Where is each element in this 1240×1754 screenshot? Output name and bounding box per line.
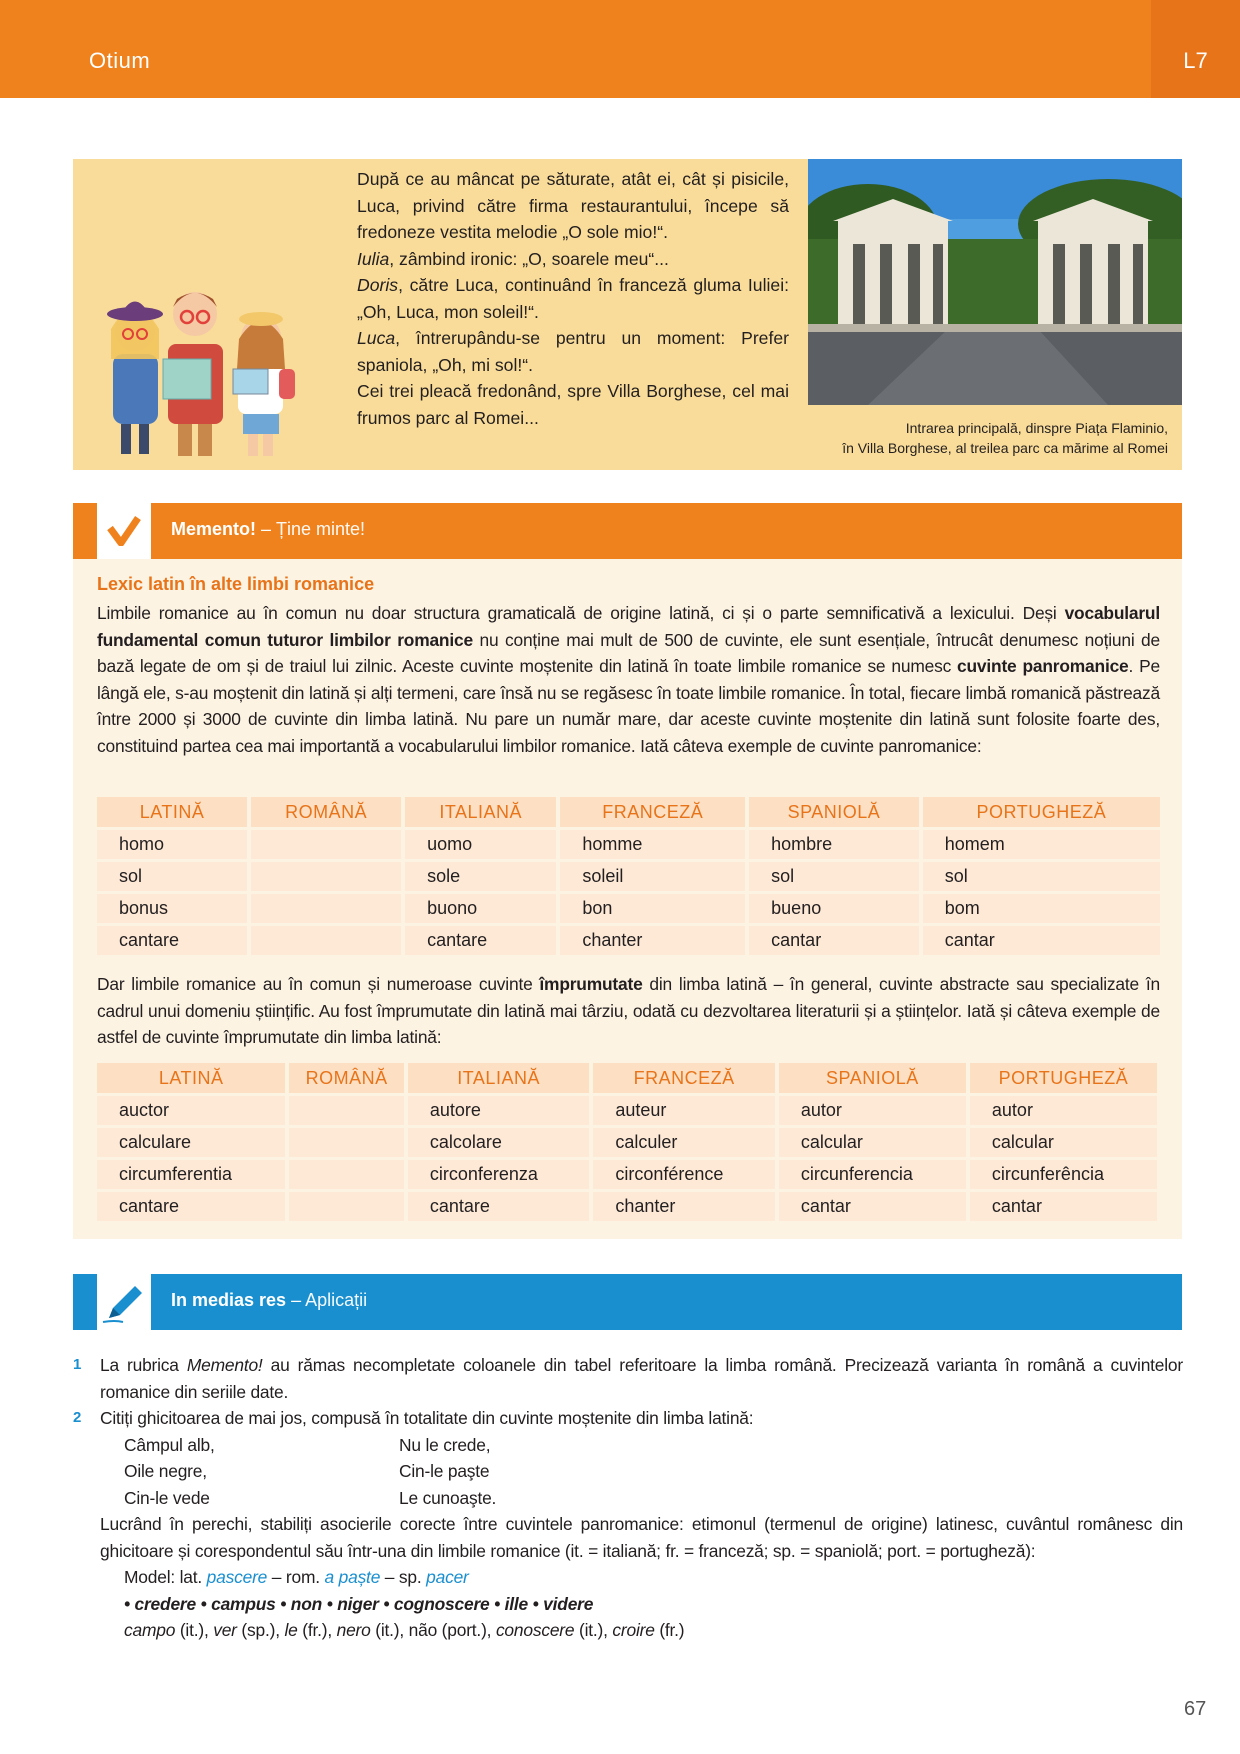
exercise-number: 1 (73, 1356, 82, 1373)
latin-words-list: • credere • campus • non • niger • cognoscere • ille • videre (124, 1593, 594, 1614)
table-cell: sol (923, 862, 1160, 891)
table-header-row (97, 797, 1160, 827)
bold-text: cuvinte panromanice (957, 656, 1129, 676)
text: nu conține mai mult de 500 de cuvinte, ele sunt esențiale, întrucât denumesc noțiuni de bază legate de om și de traiul lui zilnic. Aceste cuvinte moștenite din latină în toate limbile romanice se numesc (97, 629, 1160, 676)
exercise-intro: Citiți ghicitoarea de mai jos, compusă în totalitate din cuvinte moștenite din limba latină: (100, 1408, 754, 1428)
title-light: Aplicații (305, 1290, 368, 1310)
title-bold: Memento! (171, 519, 256, 539)
table-row (97, 1096, 1157, 1125)
text: Dar limbile romanice au în comun și numeroase cuvinte (97, 974, 540, 994)
speaker-name: Luca (357, 328, 396, 348)
table-cell (251, 894, 401, 923)
model-spanish: pacer (426, 1567, 469, 1587)
table-row (97, 894, 1160, 923)
story-closing: Cei trei pleacă fredonând, spre Villa Borghese, cel mai frumos parc al Romei... (357, 381, 789, 428)
text: Model: lat. (124, 1567, 207, 1587)
table-header-row (97, 1063, 1157, 1093)
table-cell (251, 830, 401, 859)
table-row (97, 1128, 1157, 1157)
bold-text: împrumutate (539, 974, 643, 994)
model-latin: pascere (206, 1567, 268, 1587)
riddle-line: Cin-le vede (124, 1487, 210, 1508)
language-abbrev: (fr.), (297, 1620, 337, 1640)
table-cell (289, 1096, 403, 1125)
dialogue-text: , către Luca, continuând în franceză gluma Iuliei: „Oh, Luca, mon soleil!“. (357, 275, 789, 322)
romance-word: nero (336, 1620, 371, 1640)
table-cell: cantare (97, 1192, 285, 1221)
title-dash: – (256, 519, 277, 539)
table-cell: circunferencia (779, 1160, 966, 1189)
photo-caption (800, 418, 1168, 458)
table-cell: homem (923, 830, 1160, 859)
table-cell: sol (749, 862, 919, 891)
table-cell (289, 1128, 403, 1157)
riddle-column-left (124, 1432, 399, 1512)
applications-section-header (73, 1274, 1182, 1330)
text: Limbile romanice au în comun nu doar structura gramaticală de origine latină, ci și o parte semnificativă a lexicului. Deși (97, 603, 1065, 623)
table-row (97, 926, 1160, 955)
table-cell: chanter (560, 926, 745, 955)
memento-paragraph-2 (97, 971, 1160, 1051)
text: au rămas necompletate coloanele din tabel referitoare la limba română. Precizează varianta în română a cuvintelor romanice din seriile date. (100, 1355, 1183, 1402)
column-header: LATINĂ (97, 1063, 285, 1093)
panromanic-words-table (93, 794, 1164, 958)
story-paragraph: După ce au mâncat pe săturate, atât ei, cât și pisicile, Luca, privind către firma restaurantului, începe să fredoneze vestita melodie „O sole mio!“. (357, 169, 789, 242)
villa-borghese-photo (808, 159, 1182, 405)
table-cell: circonferenza (408, 1160, 589, 1189)
exercise-task: Lucrând în perechi, stabiliți asocierile corecte între cuvintele panromanice: etimonul (termenul de origine) latinesc, cuvântul românesc din ghicitoare și corespondentul său într-una din limbile romanice (it. = italiană; fr. = franceză; sp. = spaniolă; port. = portugheză): (100, 1514, 1183, 1561)
pencil-icon (97, 1274, 151, 1330)
table-cell: autor (779, 1096, 966, 1125)
text: din limba latină – în general, cuvinte abstracte sau specializate în cadrul unui domeniu științific. Au fost împrumutate din latină mai târziu, odată cu dezvoltarea literaturii și a științelor. Iată și câteva exemple de astfel de cuvinte împrumutate din limba latină: (97, 974, 1160, 1047)
speaker-name: Iulia (357, 248, 390, 269)
section-title (171, 519, 365, 540)
table-cell (251, 926, 401, 955)
table-cell: cantare (97, 926, 247, 955)
text: La rubrica (100, 1355, 187, 1375)
table-cell: uomo (405, 830, 556, 859)
page-number: 67 (1184, 1698, 1207, 1720)
table-cell: bueno (749, 894, 919, 923)
column-header: FRANCEZĂ (560, 797, 745, 827)
page-header (0, 0, 1240, 98)
language-abbrev: (it.), (574, 1620, 613, 1640)
tourists-illustration (93, 259, 303, 459)
riddle-column-right (399, 1432, 496, 1512)
exercise-2 (73, 1405, 1183, 1644)
memento-paragraph-1 (97, 600, 1160, 759)
romance-word: le (284, 1620, 298, 1640)
italic-text: Memento! (186, 1355, 263, 1375)
table-cell: cantare (408, 1192, 589, 1221)
romance-word: conoscere (495, 1620, 575, 1640)
table-cell: calcular (779, 1128, 966, 1157)
memento-subheading: Lexic latin în alte limbi romanice (97, 574, 375, 594)
chapter-title: Otium (89, 48, 151, 73)
memento-section-header (73, 503, 1182, 559)
story-text (357, 166, 789, 431)
table-cell: chanter (593, 1192, 774, 1221)
table-cell (289, 1160, 403, 1189)
table-cell: calculare (97, 1128, 285, 1157)
table-cell: buono (405, 894, 556, 923)
table-cell: hombre (749, 830, 919, 859)
romance-word: campo (124, 1620, 176, 1640)
riddle (124, 1432, 1183, 1512)
riddle-line: Câmpul alb, (124, 1434, 215, 1455)
romance-word: croire (612, 1620, 655, 1640)
romance-word: não (408, 1620, 438, 1640)
caption-line: Intrarea principală, dinspre Piața Flaminio, (905, 420, 1168, 436)
text: – rom. (267, 1567, 325, 1587)
column-header: ITALIANĂ (408, 1063, 589, 1093)
table-cell: calculer (593, 1128, 774, 1157)
column-header: ROMÂNĂ (251, 797, 401, 827)
bold-text: vocabularul fundamental comun tuturor limbilor romanice (97, 603, 1160, 650)
title-dash: – (286, 1290, 306, 1310)
table-cell: autore (408, 1096, 589, 1125)
dialogue-iulia (357, 246, 789, 273)
caption-line: în Villa Borghese, al treilea parc ca mărime al Romei (842, 440, 1168, 456)
exercise-text (100, 1352, 1183, 1405)
language-abbrev: (it.), (175, 1620, 214, 1640)
table-cell: circumferentia (97, 1160, 285, 1189)
table-cell: auteur (593, 1096, 774, 1125)
table-cell: homo (97, 830, 247, 859)
column-header: FRANCEZĂ (593, 1063, 774, 1093)
table-cell: soleil (560, 862, 745, 891)
table-cell: bom (923, 894, 1160, 923)
table-cell: cantare (405, 926, 556, 955)
table-cell: homme (560, 830, 745, 859)
table-cell: cantar (970, 1192, 1157, 1221)
table-cell: calcular (970, 1128, 1157, 1157)
text: . Pe lângă ele, s-au moștenit din latină și alți termeni, care însă nu se regăsesc în toate limbile romanice. În total, fiecare limbă romanică păstrează între 2000 și 3000 de cuvinte din limba latină. Nu pare un număr mare, dar aceste cuvinte moștenite din latină sunt folosite foarte des, constituind partea cea mai importantă a vocabularului limbilor romanice. Iată câteva exemple de cuvinte panromanice: (97, 656, 1160, 756)
borrowed-words-table (93, 1060, 1161, 1224)
riddle-line: Nu le crede, (399, 1434, 491, 1455)
riddle-line: Le cunoaşte. (399, 1487, 497, 1508)
language-abbrev: (fr.) (654, 1620, 685, 1640)
column-header: SPANIOLĂ (779, 1063, 966, 1093)
table-cell (251, 862, 401, 891)
dialogue-luca (357, 325, 789, 378)
table-cell: sole (405, 862, 556, 891)
table-cell: calcolare (408, 1128, 589, 1157)
table-cell: autor (970, 1096, 1157, 1125)
exercise-1 (73, 1352, 1183, 1405)
riddle-line: Cin-le paşte (399, 1461, 490, 1481)
column-header: SPANIOLĂ (749, 797, 919, 827)
table-cell: cantar (779, 1192, 966, 1221)
table-row (97, 830, 1160, 859)
section-title (171, 1290, 367, 1311)
riddle-line: Oile negre, (124, 1461, 207, 1481)
model-line (124, 1564, 1183, 1591)
exercise-number: 2 (73, 1409, 82, 1426)
romance-word: ver (213, 1620, 237, 1640)
table-cell: sol (97, 862, 247, 891)
checkmark-icon (97, 503, 151, 559)
table-row (97, 1160, 1157, 1189)
column-header: LATINĂ (97, 797, 247, 827)
text: – sp. (380, 1567, 427, 1587)
column-header: ITALIANĂ (405, 797, 556, 827)
column-header: PORTUGHEZĂ (923, 797, 1160, 827)
table-cell: bon (560, 894, 745, 923)
romance-words-list (124, 1617, 1183, 1644)
table-cell: bonus (97, 894, 247, 923)
table-cell: cantar (923, 926, 1160, 955)
table-cell: cantar (749, 926, 919, 955)
table-row (97, 862, 1160, 891)
column-header: PORTUGHEZĂ (970, 1063, 1157, 1093)
title-bold: In medias res (171, 1290, 287, 1310)
language-abbrev: (sp.), (236, 1620, 285, 1640)
table-cell: circunferência (970, 1160, 1157, 1189)
dialogue-text: , zâmbind ironic: „O, soarele meu“... (389, 248, 669, 269)
title-light: Ține minte! (276, 519, 366, 539)
lesson-label: L7 (1151, 0, 1240, 98)
model-romanian: a paște (324, 1567, 381, 1587)
language-abbrev: (port.), (437, 1620, 496, 1640)
table-cell (289, 1192, 403, 1221)
table-row (97, 1192, 1157, 1221)
speaker-name: Doris (357, 275, 399, 295)
table-cell: circonférence (593, 1160, 774, 1189)
language-abbrev: (it.), (370, 1620, 409, 1640)
column-header: ROMÂNĂ (289, 1063, 403, 1093)
dialogue-doris (357, 272, 789, 325)
dialogue-text: , întrerupându-se pentru un moment: Prefer spaniola, „Oh, mi sol!“. (357, 328, 789, 375)
table-cell: auctor (97, 1096, 285, 1125)
